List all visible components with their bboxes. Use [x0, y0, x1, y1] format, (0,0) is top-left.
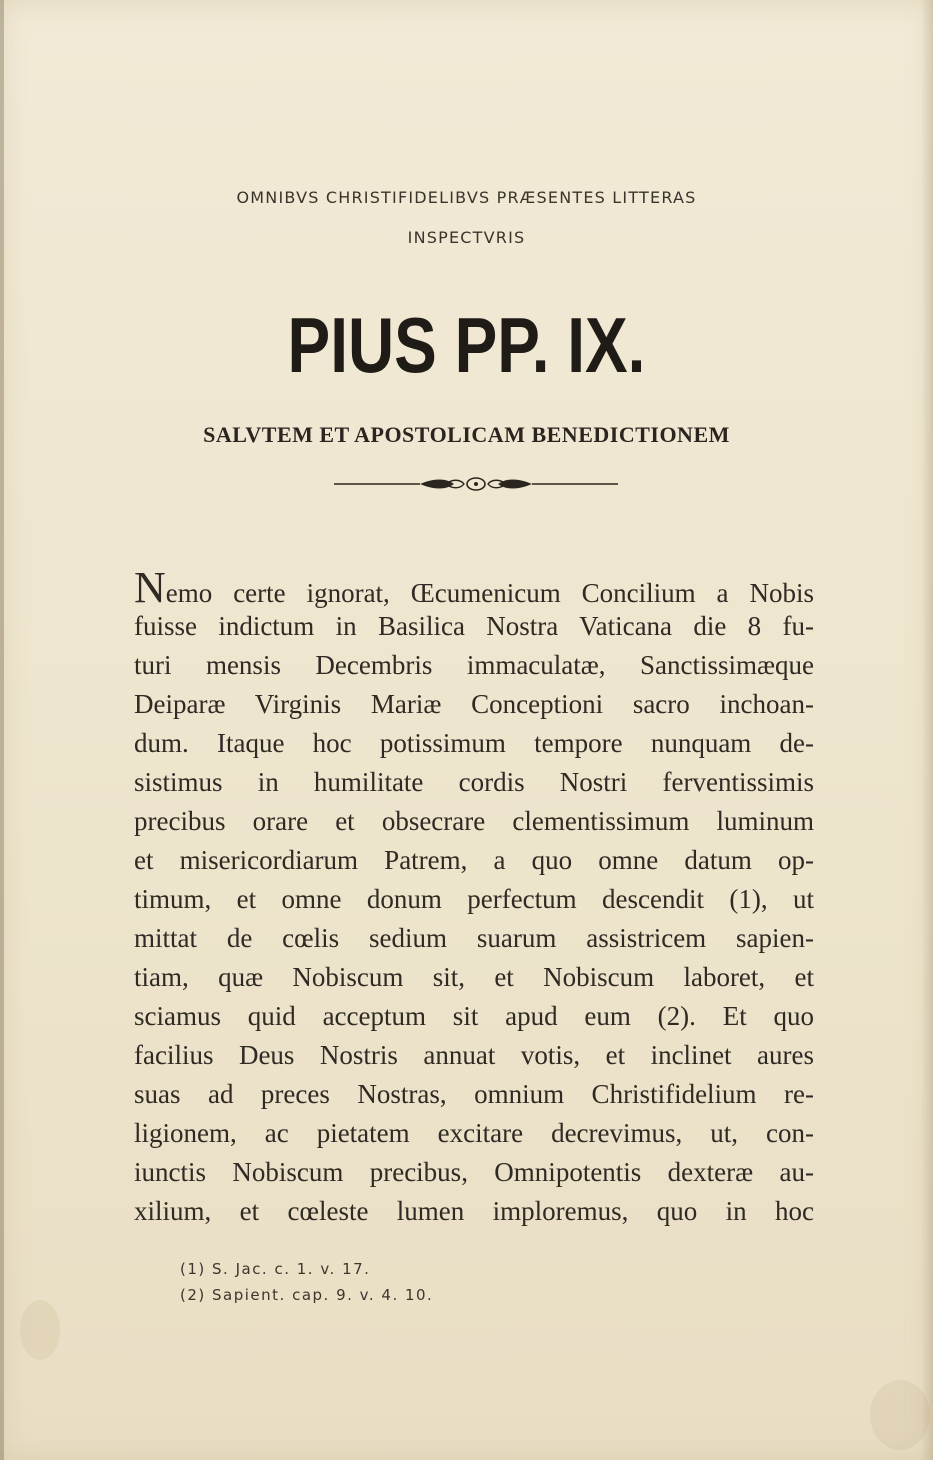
body-line: fuisse indictum in Basilica Nostra Vaticana die 8 fu- [134, 611, 814, 641]
page-left-edge [0, 0, 4, 1460]
body-line: precibus orare et obsecrare clementissimum luminum [134, 806, 814, 836]
body-line: turi mensis Decembris immaculatæ, Sanctissimæque [134, 650, 814, 680]
ornament-divider-icon [334, 472, 618, 496]
body-line: Deiparæ Virginis Mariæ Conceptioni sacro inchoan- [134, 689, 814, 719]
drop-initial: N [134, 563, 166, 612]
body-line: xilium, et cœleste lumen imploremus, quo in hoc [134, 1196, 814, 1226]
body-line: sciamus quid acceptum sit apud eum (2). Et quo [134, 1001, 814, 1031]
body-line: timum, et omne donum perfectum descendit (1), ut [134, 884, 814, 914]
page-right-edge [921, 0, 933, 1460]
address-heading [100, 178, 833, 258]
paper-stain [20, 1300, 60, 1360]
page-title: PIUS PP. IX. [287, 301, 646, 389]
body-line: tiam, quæ Nobiscum sit, et Nobiscum laboret, et [134, 962, 814, 992]
address-line-2: INSPECTVRIS [407, 228, 526, 247]
body-line: dum. Itaque hoc potissimum tempore nunquam de- [134, 728, 814, 758]
body-line: Nemo certe ignorat, Œcumenicum Concilium a Nobis [134, 563, 814, 612]
body-line: facilius Deus Nostris annuat votis, et inclinet aures [134, 1040, 814, 1070]
paper-stain [870, 1380, 930, 1450]
footnote-2: (2) Sapient. cap. 9. v. 4. 10. [180, 1286, 434, 1304]
footnotes [180, 1256, 433, 1308]
body-line: ligionem, ac pietatem excitare decrevimus, ut, con- [134, 1118, 814, 1148]
body-line: iunctis Nobiscum precibus, Omnipotentis dexteræ au- [134, 1157, 814, 1187]
body-line: suas ad preces Nostras, omnium Christifidelium re- [134, 1079, 814, 1109]
address-line-1: OMNIBVS CHRISTIFIDELIBVS PRÆSENTES LITTERAS [236, 188, 697, 207]
salutation: SALVTEM ET APOSTOLICAM BENEDICTIONEM [203, 422, 730, 447]
body-line: et misericordiarum Patrem, a quo omne datum op- [134, 845, 814, 875]
body-paragraph [134, 563, 814, 1231]
footnote-1: (1) S. Jac. c. 1. v. 17. [180, 1260, 371, 1278]
body-line: mittat de cœlis sedium suarum assistricem sapien- [134, 923, 814, 953]
body-line: sistimus in humilitate cordis Nostri ferventissimis [134, 767, 814, 797]
